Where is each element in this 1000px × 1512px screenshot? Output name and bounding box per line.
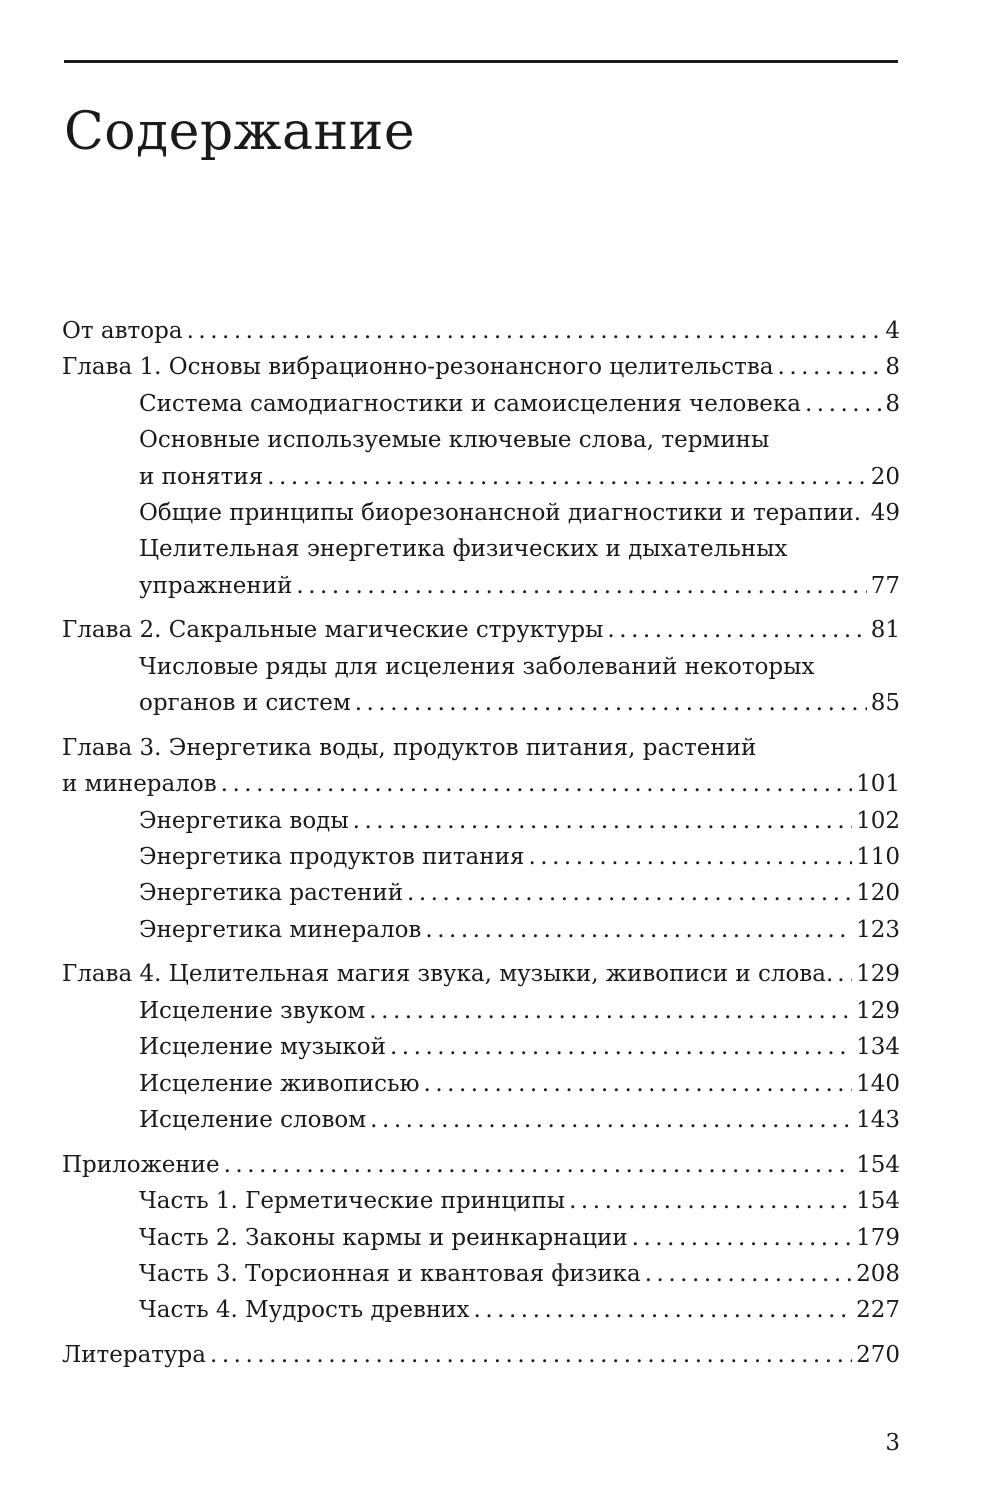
leader-dots: [474, 1292, 853, 1328]
toc-entry-ch4-sub2[interactable]: [62, 1029, 900, 1065]
toc-entry-app-sub1[interactable]: [62, 1183, 900, 1219]
toc-entry-page: 8: [885, 354, 900, 381]
leader-dots: [221, 766, 852, 802]
leader-dots: [224, 1147, 852, 1183]
toc-entry-chapter-2[interactable]: [62, 612, 900, 648]
toc-entry-title: упражнений: [139, 572, 293, 599]
toc-entry-ch3-sub4[interactable]: [62, 912, 900, 948]
toc-entry-title: Глава 2. Сакральные магические структуры: [62, 617, 604, 644]
toc-entry-page: 154: [856, 1151, 900, 1178]
toc-entry-ch3-sub2[interactable]: [62, 839, 900, 875]
toc-entry-ch3-sub1[interactable]: [62, 803, 900, 839]
toc-entry-page: 123: [856, 916, 900, 943]
toc-entry-ch2-sub1[interactable]: [62, 685, 900, 721]
page-number: 3: [885, 1430, 900, 1456]
toc-entry-page: 49: [870, 500, 900, 527]
toc-entry-app-sub3[interactable]: [62, 1256, 900, 1292]
toc-entry-ch4-sub3[interactable]: [62, 1066, 900, 1102]
leader-dots: [407, 875, 852, 911]
toc-entry-page: 270: [856, 1341, 900, 1368]
leader-dots: [370, 1102, 852, 1138]
toc-entry-app-sub2[interactable]: [62, 1220, 900, 1256]
toc-entry-title: Приложение: [62, 1151, 220, 1178]
toc-entry-page: 179: [856, 1224, 900, 1251]
leader-dots: [210, 1337, 852, 1373]
toc-entry-appendix[interactable]: [62, 1147, 900, 1183]
toc-entry-page: 140: [856, 1070, 900, 1097]
toc-entry-page: 120: [856, 880, 900, 907]
toc-entry-title: Энергетика растений: [139, 880, 404, 907]
toc-entry-ch1-sub3[interactable]: [62, 495, 900, 531]
toc-entry-title: органов и систем: [139, 690, 351, 717]
toc-entry-title: Энергетика минералов: [139, 916, 422, 943]
leader-dots: [645, 1256, 852, 1292]
toc-entry-title: и понятия: [139, 463, 264, 490]
toc-entry-title: Энергетика продуктов питания: [139, 844, 525, 871]
toc-entry-ch1-sub2[interactable]: [62, 459, 900, 495]
toc-entry-chapter-3-line1[interactable]: Глава 3. Энергетика воды, продуктов питания, растений: [62, 734, 757, 761]
toc-entry-title: Исцеление словом: [139, 1107, 367, 1134]
leader-dots: [296, 568, 866, 604]
toc-entry-title: Литература: [62, 1341, 206, 1368]
page-title: Содержание: [64, 102, 416, 162]
toc-entry-ch4-sub1[interactable]: [62, 993, 900, 1029]
toc-entry-page: 4: [885, 318, 900, 344]
toc-entry-title: Часть 4. Мудрость древних: [139, 1297, 470, 1324]
toc-entry-title: Часть 2. Законы кармы и реинкарнации: [139, 1224, 628, 1251]
leader-dots: [607, 612, 866, 648]
leader-dots: [355, 685, 867, 721]
leader-dots: [369, 993, 852, 1029]
toc-entry-title: Часть 3. Торсионная и квантовая физика: [139, 1260, 641, 1287]
leader-dots: [865, 495, 867, 531]
toc-entry-page: 143: [856, 1107, 900, 1134]
leader-dots: [805, 386, 881, 422]
leader-dots: [528, 839, 852, 875]
toc-entry-page: 134: [856, 1034, 900, 1061]
toc-entry-page: 81: [870, 617, 900, 644]
toc-entry-ch2-sub1-line1[interactable]: Числовые ряды для исцеления заболеваний некоторых: [139, 653, 815, 680]
toc-entry-title: Глава 4. Целительная магия звука, музыки, живописи и слова.: [62, 961, 834, 988]
toc-entry-ch1-sub4[interactable]: [62, 568, 900, 604]
leader-dots: [569, 1183, 852, 1219]
toc-entry-chapter-1[interactable]: [62, 349, 900, 385]
toc-entry-ch1-sub1[interactable]: [62, 386, 900, 422]
toc-entry-page: 101: [856, 771, 900, 798]
leader-dots: [267, 459, 866, 495]
toc-entry-page: 129: [856, 997, 900, 1024]
toc-entry-title: Общие принципы биорезонансной диагностики и терапии.: [139, 500, 862, 527]
leader-dots: [424, 1066, 853, 1102]
toc-entry-title: Глава 1. Основы вибрационно-резонансного целительства: [62, 354, 774, 381]
toc-entry-page: 129: [856, 961, 900, 988]
toc-entry-title: От автора: [62, 318, 183, 344]
toc-entry-title: Система самодиагностики и самоисцеления человека: [139, 390, 801, 417]
toc-entry-title: и минералов: [62, 771, 217, 798]
toc-entry-page: 8: [885, 390, 900, 417]
toc-entry-ch4-sub4[interactable]: [62, 1102, 900, 1138]
toc-entry-page: 85: [870, 690, 900, 717]
toc-entry-page: 110: [856, 844, 900, 871]
toc-entry-page: 208: [856, 1260, 900, 1287]
leader-dots: [353, 803, 852, 839]
toc-entry-page: 20: [870, 463, 900, 490]
toc-entry-literature[interactable]: [62, 1337, 900, 1373]
toc-entry-chapter-4[interactable]: [62, 956, 900, 992]
leader-dots: [837, 956, 852, 992]
toc-entry-ch1-sub2-line1[interactable]: Основные используемые ключевые слова, термины: [139, 427, 770, 454]
toc-entry-page: 227: [856, 1297, 900, 1324]
leader-dots: [187, 313, 882, 349]
top-rule: [64, 60, 898, 63]
leader-dots: [390, 1029, 852, 1065]
table-of-contents: [62, 313, 900, 1373]
leader-dots: [425, 912, 852, 948]
toc-entry-title: Исцеление звуком: [139, 997, 366, 1024]
toc-entry-title: Часть 1. Герметические принципы: [139, 1188, 566, 1215]
toc-entry-title: Исцеление музыкой: [139, 1034, 386, 1061]
toc-entry-chapter-3[interactable]: [62, 766, 900, 802]
toc-entry-ch1-sub4-line1[interactable]: Целительная энергетика физических и дыхательных: [139, 536, 788, 563]
toc-entry-ch3-sub3[interactable]: [62, 875, 900, 911]
toc-entry-page: 154: [856, 1188, 900, 1215]
toc-entry-app-sub4[interactable]: [62, 1292, 900, 1328]
toc-entry-author[interactable]: [62, 313, 900, 349]
toc-entry-title: Энергетика воды: [139, 807, 349, 834]
toc-entry-page: 102: [856, 807, 900, 834]
toc-entry-page: 77: [870, 572, 900, 599]
toc-entry-title: Исцеление живописью: [139, 1070, 420, 1097]
leader-dots: [778, 349, 882, 385]
leader-dots: [632, 1220, 852, 1256]
